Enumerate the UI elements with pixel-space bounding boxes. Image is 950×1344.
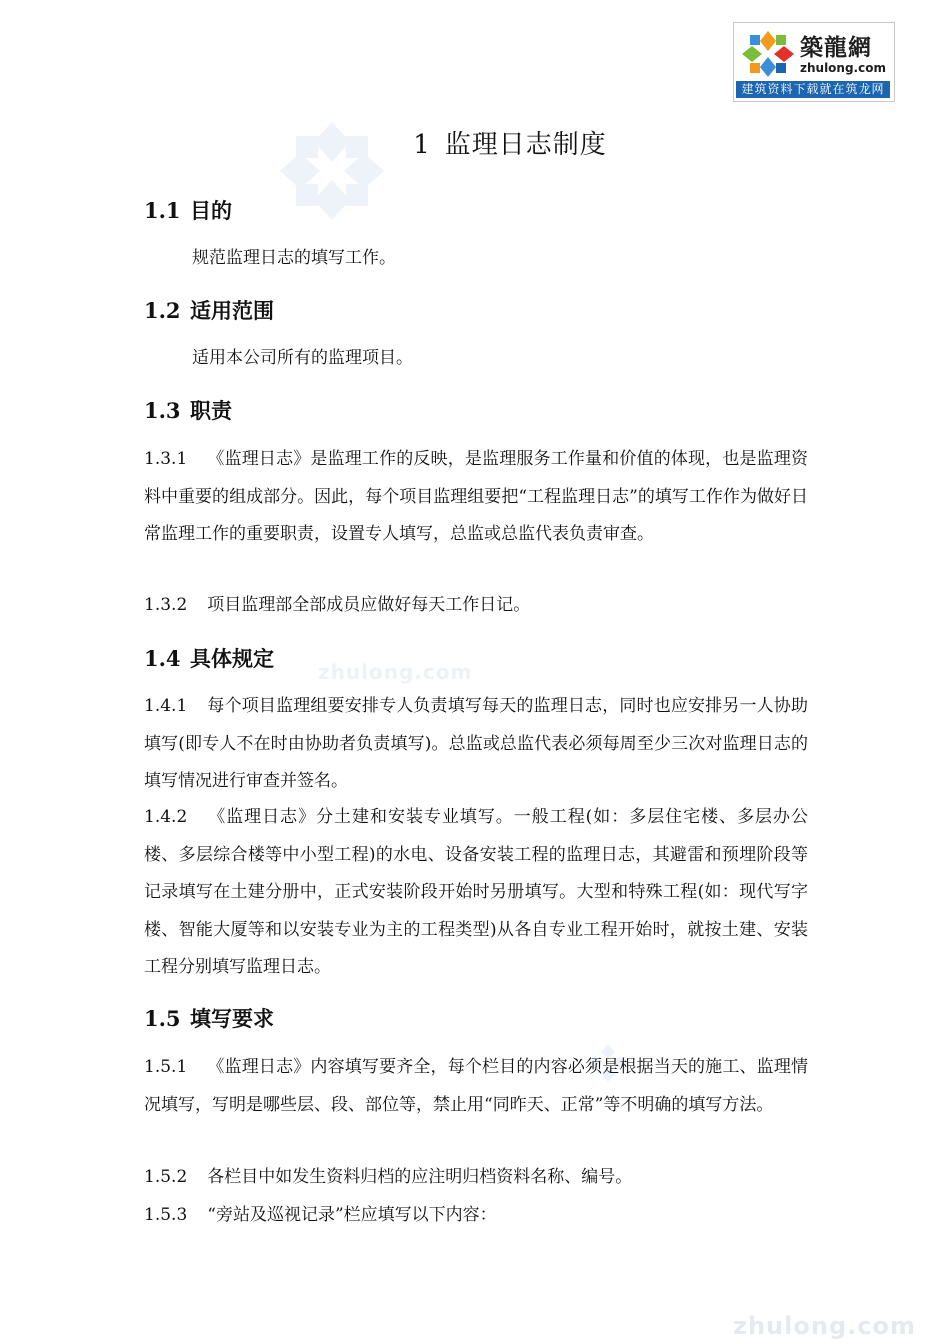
clause-text: 《监理日志》分土建和安装专业填写。一般工程(如：多层住宅楼、多层办公楼、多层综合楼等中小型工程)的水电、设备安装工程的监理日志，其避雷和预埋阶段等记录填写在土建分册中，正式安装阶段开始时另册填写。大型和特殊工程(如：现代写字楼、智能大厦等和以安装专业为主的工程类型)从各自专业工程开始时，就按土建、安装工程分别填写监理日志。 — [144, 807, 808, 978]
watermark-text: zhulong.com — [318, 660, 473, 684]
section-heading — [144, 195, 232, 225]
clause-paragraph — [144, 799, 808, 987]
section-title: 具体规定 — [190, 647, 274, 671]
title-number: 1 — [413, 130, 431, 160]
section-title: 填写要求 — [190, 1007, 274, 1031]
zhulong-logo — [733, 22, 895, 102]
clause-paragraph — [144, 1159, 808, 1197]
section-body: 适用本公司所有的监理项目。 — [192, 348, 413, 368]
section-body: 规范监理日志的填写工作。 — [192, 248, 396, 268]
clause-number: 1.5.2 — [144, 1167, 188, 1187]
clause-paragraph — [144, 1197, 808, 1235]
section-number: 1.3 — [144, 398, 181, 423]
clause-text: 项目监理部全部成员应做好每天工作日记。 — [207, 595, 531, 615]
document-title — [0, 124, 950, 161]
watermark-text-footer: zhulong.com — [733, 1312, 916, 1340]
section-heading — [144, 295, 274, 325]
section-number: 1.1 — [144, 198, 181, 223]
zhulong-logo-icon — [740, 31, 796, 77]
section-title: 职责 — [190, 399, 232, 423]
clause-text: 《监理日志》内容填写要齐全，每个栏目的内容必须是根据当天的施工、监理情况填写，写明是哪些层、段、部位等，禁止用“同昨天、正常”等不明确的填写方法。 — [144, 1057, 808, 1115]
logo-banner: 建筑资料下载就在筑龙网 — [736, 81, 890, 98]
clause-text: 各栏目中如发生资料归档的应注明归档资料名称、编号。 — [207, 1167, 633, 1187]
section-number: 1.5 — [144, 1006, 181, 1031]
clause-number: 1.4.2 — [144, 807, 188, 827]
clause-paragraph — [144, 1049, 808, 1124]
section-number: 1.4 — [144, 646, 181, 671]
clause-number: 1.3.1 — [144, 449, 188, 469]
section-heading — [144, 1003, 274, 1033]
clause-paragraph — [144, 587, 808, 625]
section-heading — [144, 395, 232, 425]
clause-paragraph — [144, 688, 808, 801]
title-text: 监理日志制度 — [444, 130, 607, 160]
clause-text: 每个项目监理组要安排专人负责填写每天的监理日志，同时也应安排另一人协助填写(即专人不在时由协助者负责填写)。总监或总监代表必须每周至少三次对监理日志的填写情况进行审查并签名。 — [144, 696, 808, 792]
section-number: 1.2 — [144, 298, 181, 323]
clause-number: 1.3.2 — [144, 595, 188, 615]
clause-text: 《监理日志》是监理工作的反映，是监理服务工作量和价值的体现，也是监理资料中重要的组成部分。因此，每个项目监理组要把“工程监理日志”的填写工作作为做好日常监理工作的重要职责，设置专人填写，总监或总监代表负责审查。 — [144, 449, 808, 545]
clause-number: 1.5.3 — [144, 1205, 188, 1225]
section-title: 目的 — [190, 199, 232, 223]
clause-number: 1.5.1 — [144, 1057, 188, 1077]
section-title: 适用范围 — [190, 299, 274, 323]
section-heading — [144, 643, 274, 673]
logo-brand-text: 築龍網 — [800, 34, 872, 61]
clause-number: 1.4.1 — [144, 696, 188, 716]
clause-paragraph — [144, 441, 808, 554]
clause-text: “旁站及巡视记录”栏应填写以下内容： — [207, 1205, 497, 1225]
logo-site-text: zhulong.com — [800, 61, 886, 75]
